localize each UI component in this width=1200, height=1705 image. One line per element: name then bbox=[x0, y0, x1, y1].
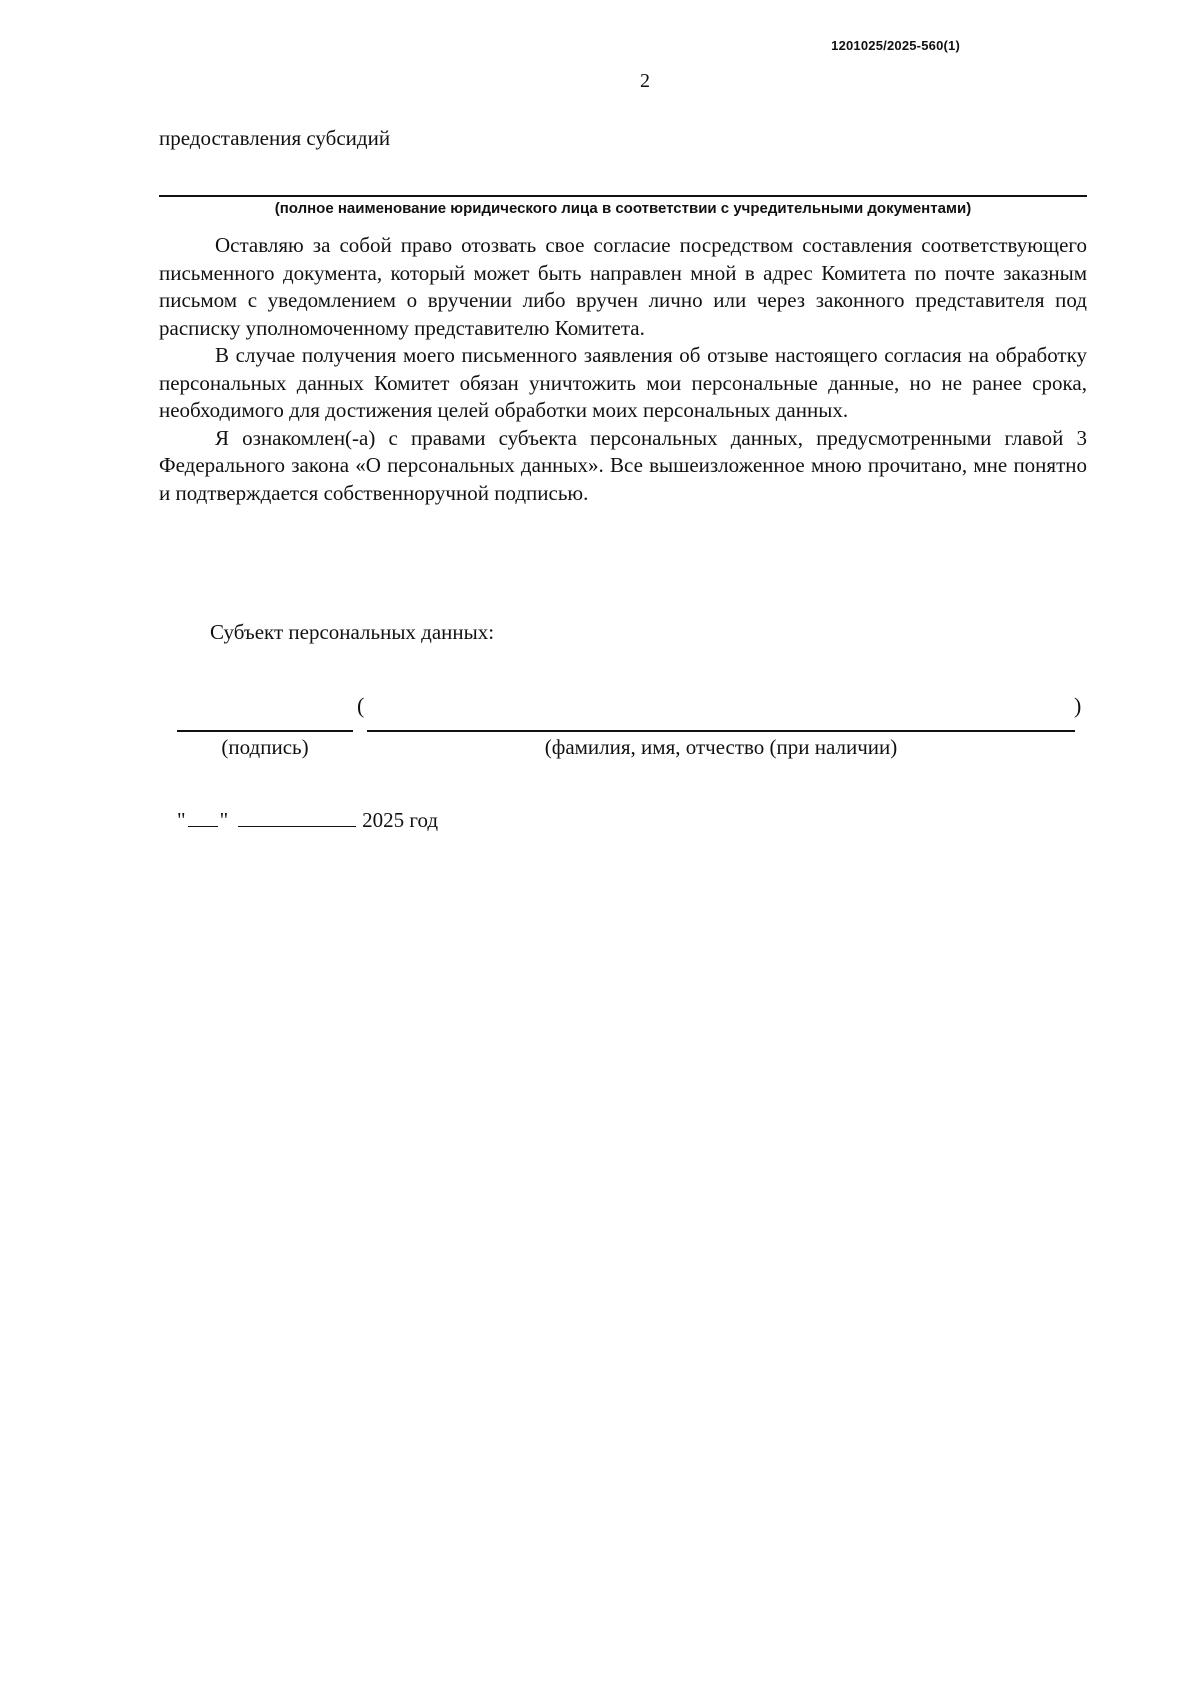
org-name-underline bbox=[159, 195, 1087, 197]
paragraph-acknowledgement: Я ознакомлен(-а) с правами субъекта персональных данных, предусмотренными главой 3 Федерального закона «О персональных данных». Все вышеизложенное мною прочитано, мне понятно и подтверждается собственноручной подписью. bbox=[159, 425, 1087, 505]
date-quote-close: " bbox=[219, 808, 229, 832]
date-quote-open: " bbox=[177, 808, 186, 832]
date-month-blank[interactable] bbox=[238, 808, 356, 827]
date-day-blank[interactable] bbox=[188, 808, 218, 827]
full-name-caption: (фамилия, имя, отчество (при наличии) bbox=[544, 735, 898, 759]
subject-label: Субъект персональных данных: bbox=[210, 620, 495, 644]
body-text bbox=[159, 232, 1087, 507]
paragraph-revoke-consent: Оставляю за собой право отозвать свое согласие посредством составления соответствующего письменного документа, который может быть направлен мной в адрес Комитета по почте заказным письмом с уведомлением о вручении либо вручен лично или через законного представителя под расписку уполномоченному представителю Комитета. bbox=[159, 233, 1087, 340]
signature-caption: (подпись) bbox=[221, 735, 309, 759]
fio-close-paren: ) bbox=[1074, 693, 1082, 718]
org-name-caption: (полное наименование юридического лица в соответствии с учредительными документами) bbox=[274, 200, 972, 217]
fio-open-paren: ( bbox=[357, 693, 365, 718]
document-number: 1201025/2025-560(1) bbox=[831, 38, 960, 53]
signature-line[interactable] bbox=[177, 730, 353, 732]
paragraph-withdrawal-processing: В случае получения моего письменного заявления об отзыве настоящего согласия на обработку персональных данных Комитет обязан уничтожить мои персональные данные, но не ранее срока, необходимого для достижения целей обработки моих персональных данных. bbox=[159, 343, 1087, 422]
date-year: 2025 год bbox=[362, 808, 439, 832]
date-row bbox=[177, 808, 438, 833]
full-name-line[interactable] bbox=[367, 730, 1075, 732]
continued-text-line: предоставления субсидий bbox=[159, 126, 391, 150]
page-number: 2 bbox=[640, 70, 650, 92]
